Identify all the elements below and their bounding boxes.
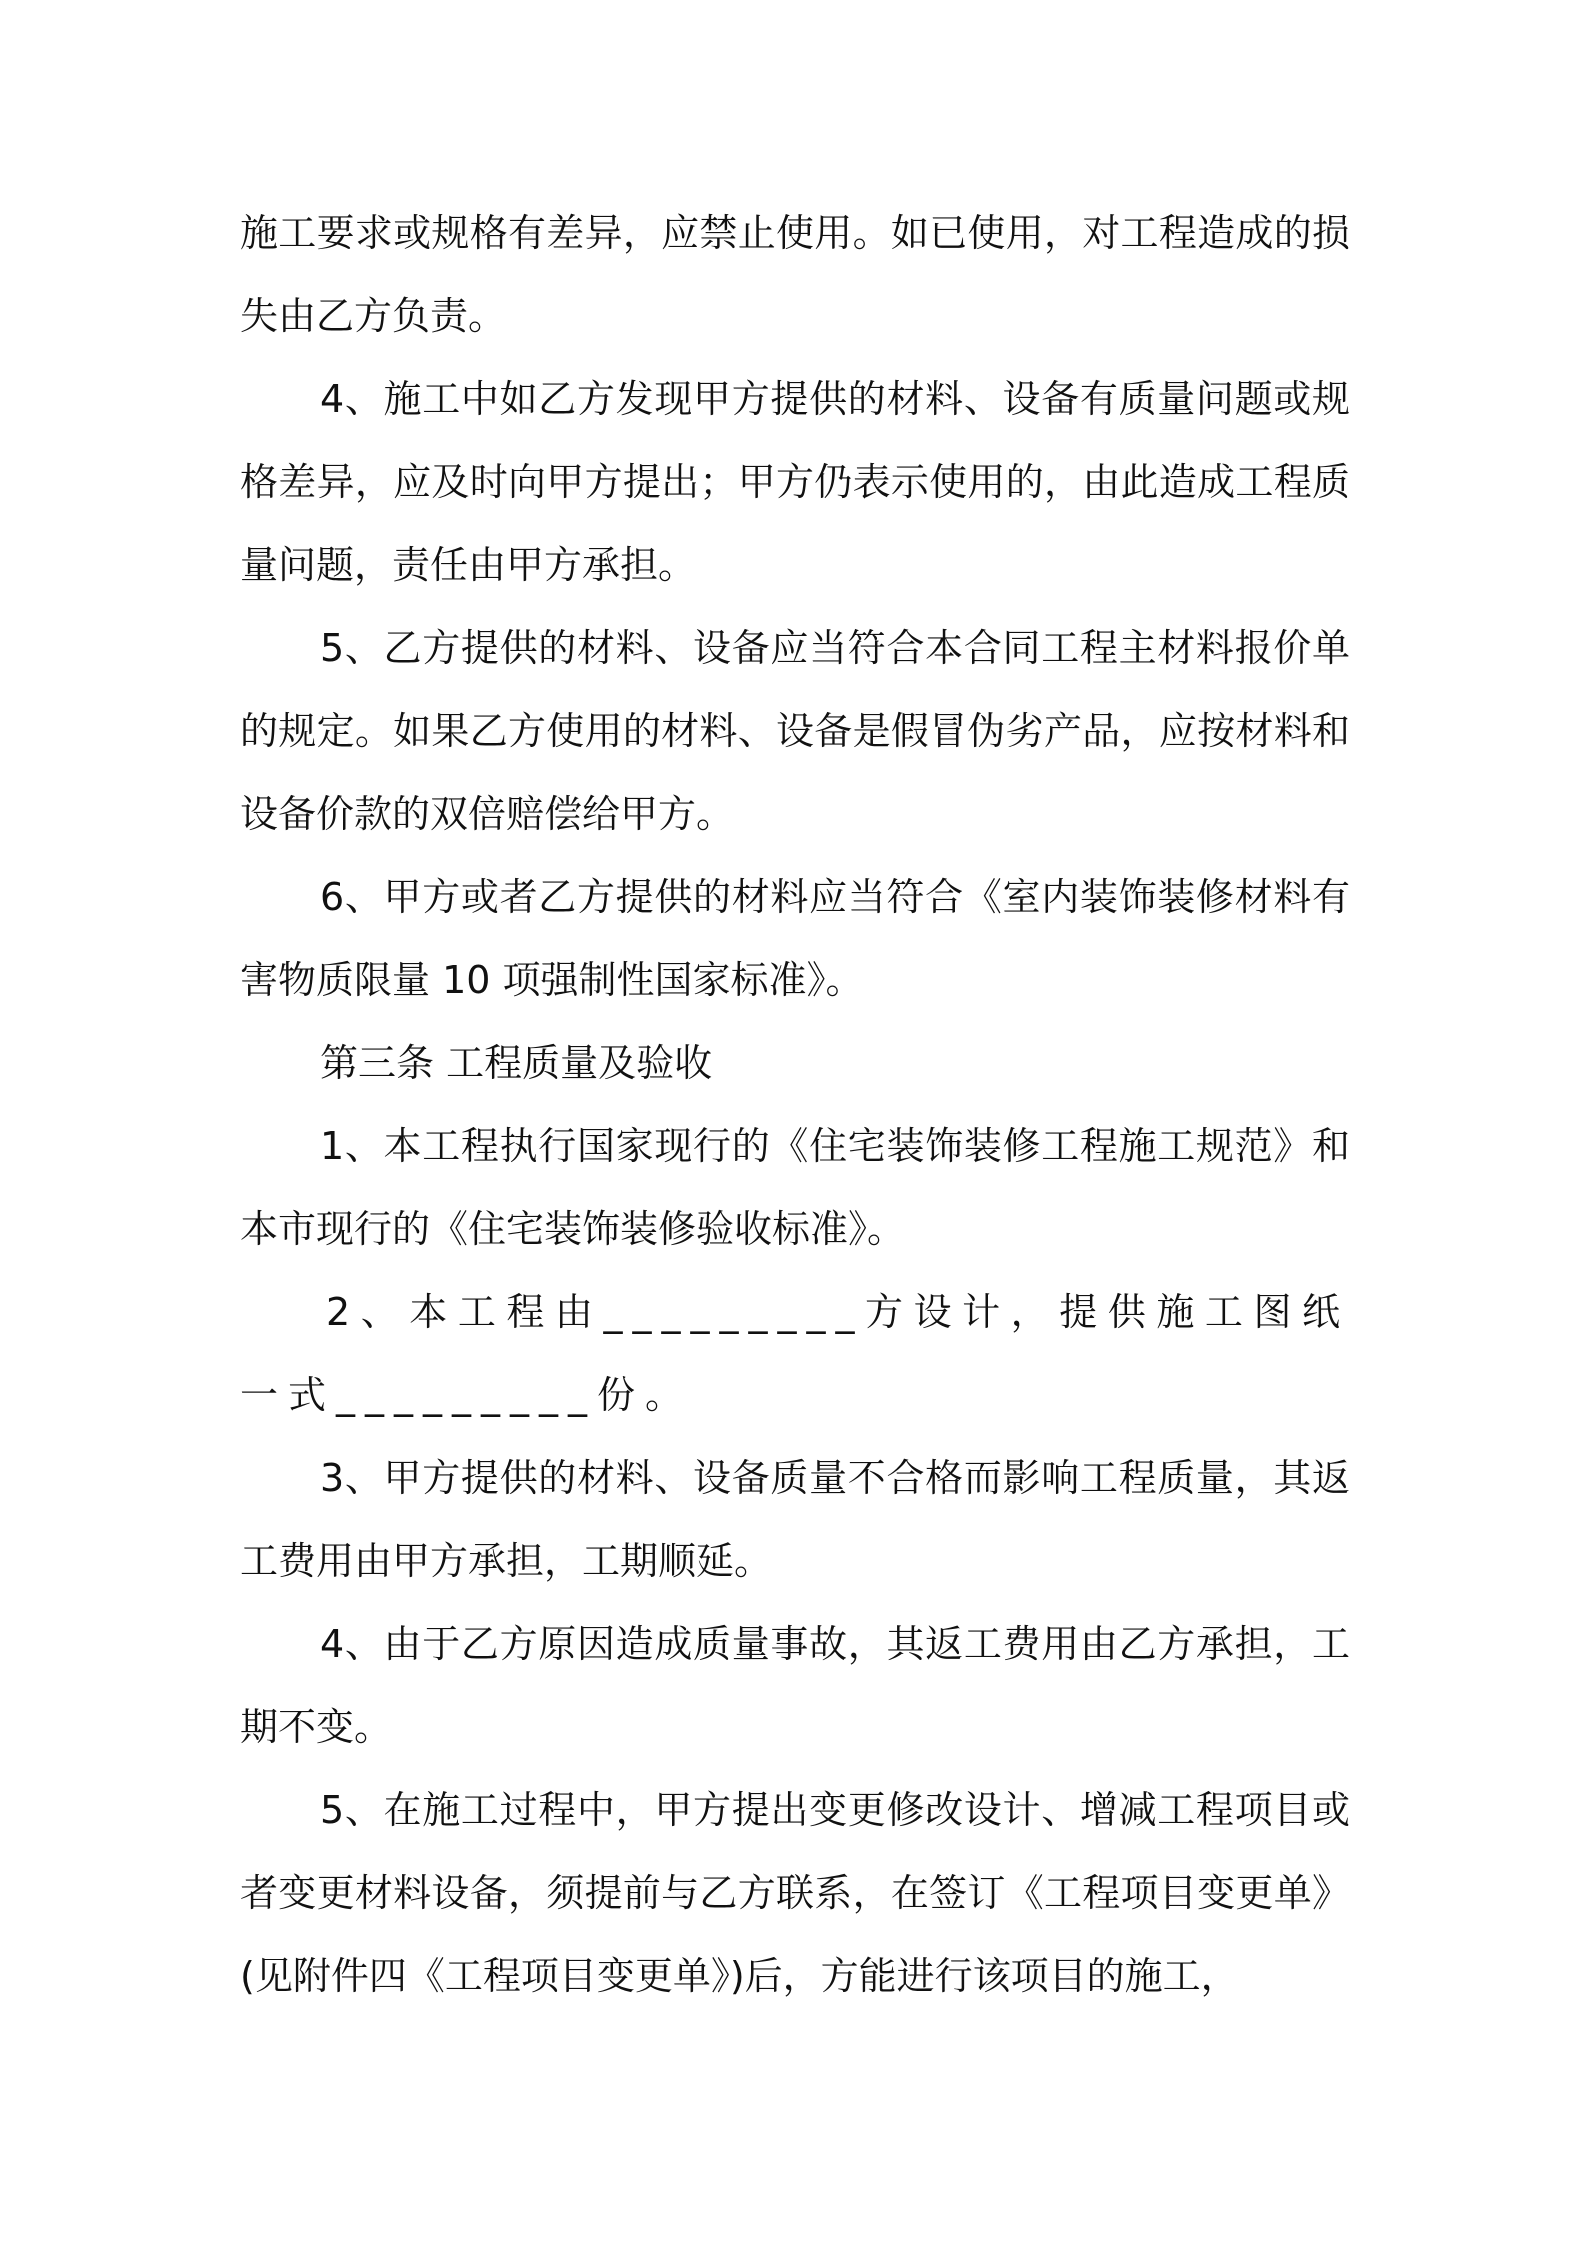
paragraph-item-4-rework-party-b: 4、由于乙方原因造成质量事故，其返工费用由乙方承担，工期不变。 [240, 1622, 1350, 1749]
document-body [240, 192, 1350, 2018]
paragraph-item-3-rework-party-a: 3、甲方提供的材料、设备质量不合格而影响工程质量，其返工费用由甲方承担，工期顺延。 [240, 1456, 1350, 1583]
paragraph-continuation: 施工要求或规格有差异，应禁止使用。如已使用，对工程造成的损失由乙方负责。 [240, 211, 1350, 338]
paragraph-item-1-standards: 1、本工程执行国家现行的《住宅装饰装修工程施工规范》和本市现行的《住宅装饰装修验收标准》。 [240, 1124, 1350, 1251]
paragraph-item-5-change-order: 5、在施工过程中，甲方提出变更修改设计、增减工程项目或者变更材料设备，须提前与乙方联系，在签订《工程项目变更单》(见附件四《工程项目变更单》)后，方能进行该项目的施工， [240, 1788, 1350, 1998]
paragraph-item-5-supplied-materials: 5、乙方提供的材料、设备应当符合本合同工程主材料报价单的规定。如果乙方使用的材料、设备是假冒伪劣产品，应按材料和设备价款的双倍赔偿给甲方。 [240, 626, 1350, 836]
paragraph-item-2-design: 2、本工程由_________方设计，提供施工图纸一式_________份。 [240, 1290, 1350, 1417]
paragraph-item-4-material-quality: 4、施工中如乙方发现甲方提供的材料、设备有质量问题或规格差异，应及时向甲方提出；甲方仍表示使用的，由此造成工程质量问题，责任由甲方承担。 [240, 377, 1350, 587]
section-heading-article-3: 第三条 工程质量及验收 [320, 1041, 713, 1085]
paragraph-item-6-national-standard: 6、甲方或者乙方提供的材料应当符合《室内装饰装修材料有害物质限量 10 项强制性国家标准》。 [240, 875, 1350, 1002]
